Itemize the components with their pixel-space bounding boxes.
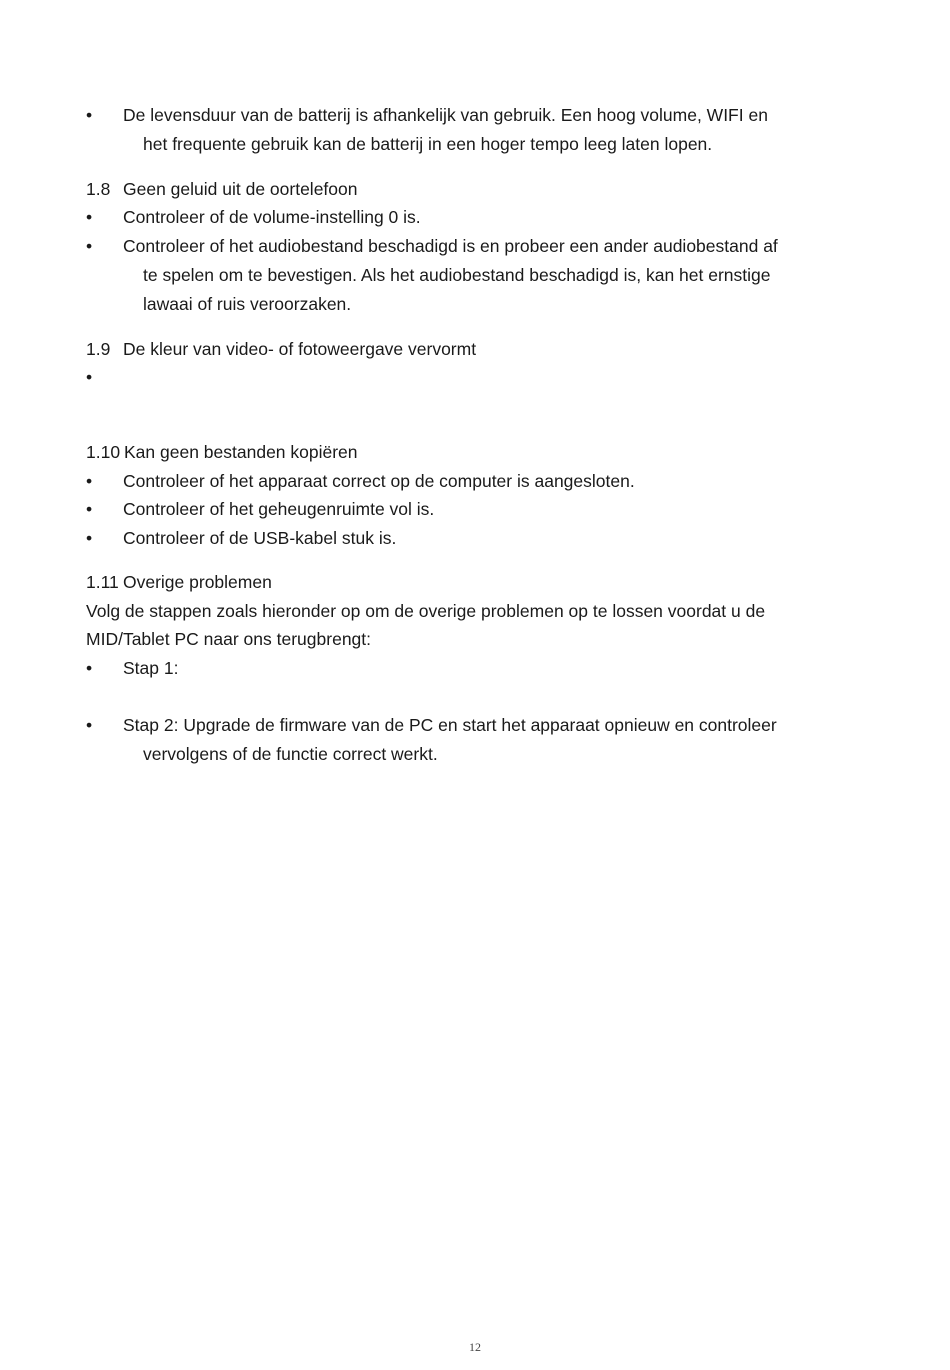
bullet-icon: • — [86, 499, 93, 519]
bullet-icon: • — [86, 715, 93, 735]
bullet-icon: • — [86, 528, 93, 548]
section-number: 1.11 — [86, 572, 119, 592]
paragraph-line: MID/Tablet PC naar ons terugbrengt: — [86, 629, 372, 649]
bullet-icon: • — [86, 105, 93, 125]
list-item-continuation: te spelen om te bevestigen. Als het audiobestand beschadigd is, kan het ernstige — [143, 265, 771, 285]
list-item-continuation: vervolgens of de functie correct werkt. — [143, 744, 438, 764]
list-item: Controleer of de volume-instelling 0 is. — [123, 207, 421, 227]
page-number: 12 — [469, 1340, 481, 1354]
bullet-icon: • — [86, 471, 93, 491]
list-item: Controleer of het geheugenruimte vol is. — [123, 499, 435, 519]
list-item: Stap 1: — [123, 658, 179, 678]
battery-text-line1: De levensduur van de batterij is afhankelijk van gebruik. Een hoog volume, WIFI en — [123, 105, 768, 125]
bullet-icon: • — [86, 658, 93, 678]
section-title: Kan geen bestanden kopiëren — [124, 442, 358, 462]
section-number: 1.9 — [86, 339, 111, 359]
battery-text-line2: het frequente gebruik kan de batterij in een hoger tempo leeg laten lopen. — [143, 134, 713, 154]
list-item: Controleer of het audiobestand beschadigd is en probeer een ander audiobestand af — [123, 236, 778, 256]
section-title: Overige problemen — [123, 572, 272, 592]
list-item: Controleer of de USB-kabel stuk is. — [123, 528, 397, 548]
section-number: 1.10 — [86, 442, 121, 462]
paragraph-line: Volg de stappen zoals hieronder op om de overige problemen op te lossen voordat u de — [86, 601, 766, 621]
list-item: Controleer of het apparaat correct op de computer is aangesloten. — [123, 471, 635, 491]
bullet-icon: • — [86, 236, 93, 256]
list-item: Stap 2: Upgrade de firmware van de PC en start het apparaat opnieuw en controleer — [123, 715, 777, 735]
list-item-continuation: lawaai of ruis veroorzaken. — [143, 294, 352, 314]
section-number: 1.8 — [86, 179, 111, 199]
bullet-icon: • — [86, 367, 93, 387]
section-title: Geen geluid uit de oortelefoon — [123, 179, 358, 199]
bullet-icon: • — [86, 207, 93, 227]
section-title: De kleur van video- of fotoweergave vervormt — [123, 339, 477, 359]
